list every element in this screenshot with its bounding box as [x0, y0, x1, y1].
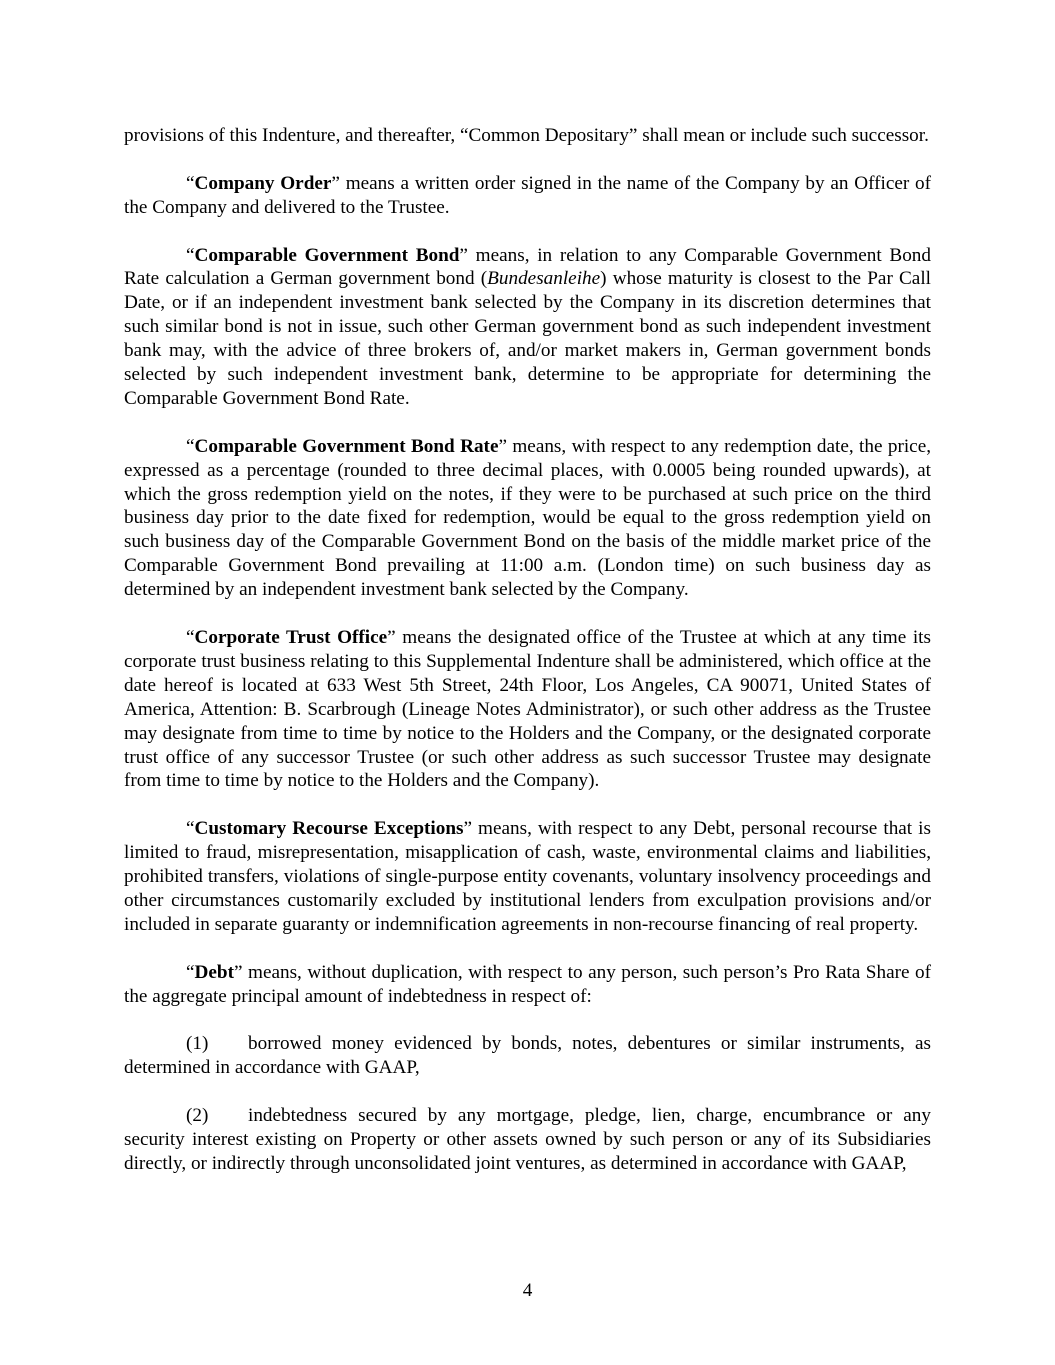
page-number: 4 — [522, 1280, 533, 1301]
close-quote: ” — [233, 961, 243, 983]
definition-company-order — [124, 172, 931, 220]
defined-term: Customary Recourse Exceptions — [194, 818, 464, 840]
open-quote: “ — [186, 961, 195, 983]
close-quote: ” — [463, 818, 473, 840]
open-quote: “ — [186, 172, 195, 194]
definition-text: means, without duplication, with respect to any person, such person’s Pro Rata Share of the aggregate principal amount of indebtedness in respect of: — [124, 961, 931, 1007]
list-item-text: indebtedness secured by any mortgage, pledge, lien, charge, encumbrance or any security interest existing on Property or other assets owned by such person or any of its Subsidiaries directly, or indirectly through unconsolidated joint ventures, as determined in accordance with GAAP, — [124, 1105, 931, 1174]
list-item — [124, 1032, 931, 1080]
list-item-number: (2) — [186, 1105, 209, 1127]
defined-term: Company Order — [194, 172, 332, 194]
definition-customary-recourse-exceptions — [124, 817, 931, 937]
definition-comparable-government-bond — [124, 244, 931, 411]
open-quote: “ — [186, 244, 195, 266]
definition-text: means, in relation to any Comparable Government Bond Rate calculation a German government bond ( — [124, 244, 931, 290]
defined-term: Comparable Government Bond Rate — [194, 435, 499, 457]
open-quote: “ — [186, 435, 195, 457]
close-quote: ” — [387, 626, 396, 648]
definition-text: means the designated office of the Trustee at which at any time its corporate trust business relating to this Supplemental Indenture shall be administered, which office at the date hereof is located at 633 West 5th Street, 24th Floor, Los Angeles, CA 90071, United States of America, Attention: B. Scarbrough (Lineage Notes Administrator), or such other address as the Trustee may designate from time to time by notice to the Holders and the Company, or the designated corporate trust office of any successor Trustee (or such other address as such successor Trustee may designate from time to time by notice to the Holders and the Company). — [124, 626, 931, 792]
italic-term: Bundesanleihe — [487, 268, 601, 290]
definition-comparable-government-bond-rate — [124, 435, 931, 602]
close-quote: ” — [498, 435, 507, 457]
definition-text: means, with respect to any Debt, personal recourse that is limited to fraud, misrepresentation, misapplication of cash, waste, environmental claims and liabilities, prohibited transfers, violations of single-purpose entity covenants, voluntary insolvency proceedings and other circumstances customarily excluded by institutional lenders from exculpation provisions and/or included in separate guaranty or indemnification agreements in non-recourse financing of real property. — [124, 818, 931, 935]
defined-term: Debt — [194, 961, 234, 983]
document-body — [124, 124, 931, 1200]
paragraph-continuation — [124, 124, 931, 148]
close-quote: ” — [459, 244, 468, 266]
definition-debt — [124, 961, 931, 1009]
definition-text: means, with respect to any redemption date, the price, expressed as a percentage (rounded to three decimal places, with 0.0005 being rounded upwards), at which the gross redemption yield on the notes, if they were to be purchased at such price on the third business day prior to the date fixed for redemption, would be equal to the gross redemption yield on such business day of the Comparable Government Bond on the basis of the middle market price of the Comparable Government Bond prevailing at 11:00 a.m. (London time) on such business day as determined by an independent investment bank selected by the Company. — [124, 435, 932, 601]
definition-text: ) whose maturity is closest to the Par Call Date, or if an independent investment bank selected by the Company in its discretion determines that such similar bond is not in issue, such other German government bond as such independent investment bank may, with the advice of three brokers of, and/or market makers in, German government bonds selected by such independent investment bank, determine to be appropriate for determining the Comparable Government Bond Rate. — [124, 268, 931, 409]
open-quote: “ — [186, 818, 195, 840]
close-quote: ” — [331, 172, 340, 194]
paragraph-text: provisions of this Indenture, and thereafter, “Common Depositary” shall mean or include such successor. — [124, 125, 929, 146]
list-item-number: (1) — [186, 1033, 209, 1055]
defined-term: Comparable Government Bond — [194, 244, 460, 266]
defined-term: Corporate Trust Office — [194, 626, 388, 648]
definition-text: means a written order signed in the name of the Company by an Officer of the Company and delivered to the Trustee. — [124, 172, 932, 218]
definition-corporate-trust-office — [124, 626, 931, 793]
list-item-text: borrowed money evidenced by bonds, notes, debentures or similar instruments, as determined in accordance with GAAP, — [124, 1033, 931, 1079]
open-quote: “ — [186, 626, 195, 648]
list-item — [124, 1104, 931, 1176]
